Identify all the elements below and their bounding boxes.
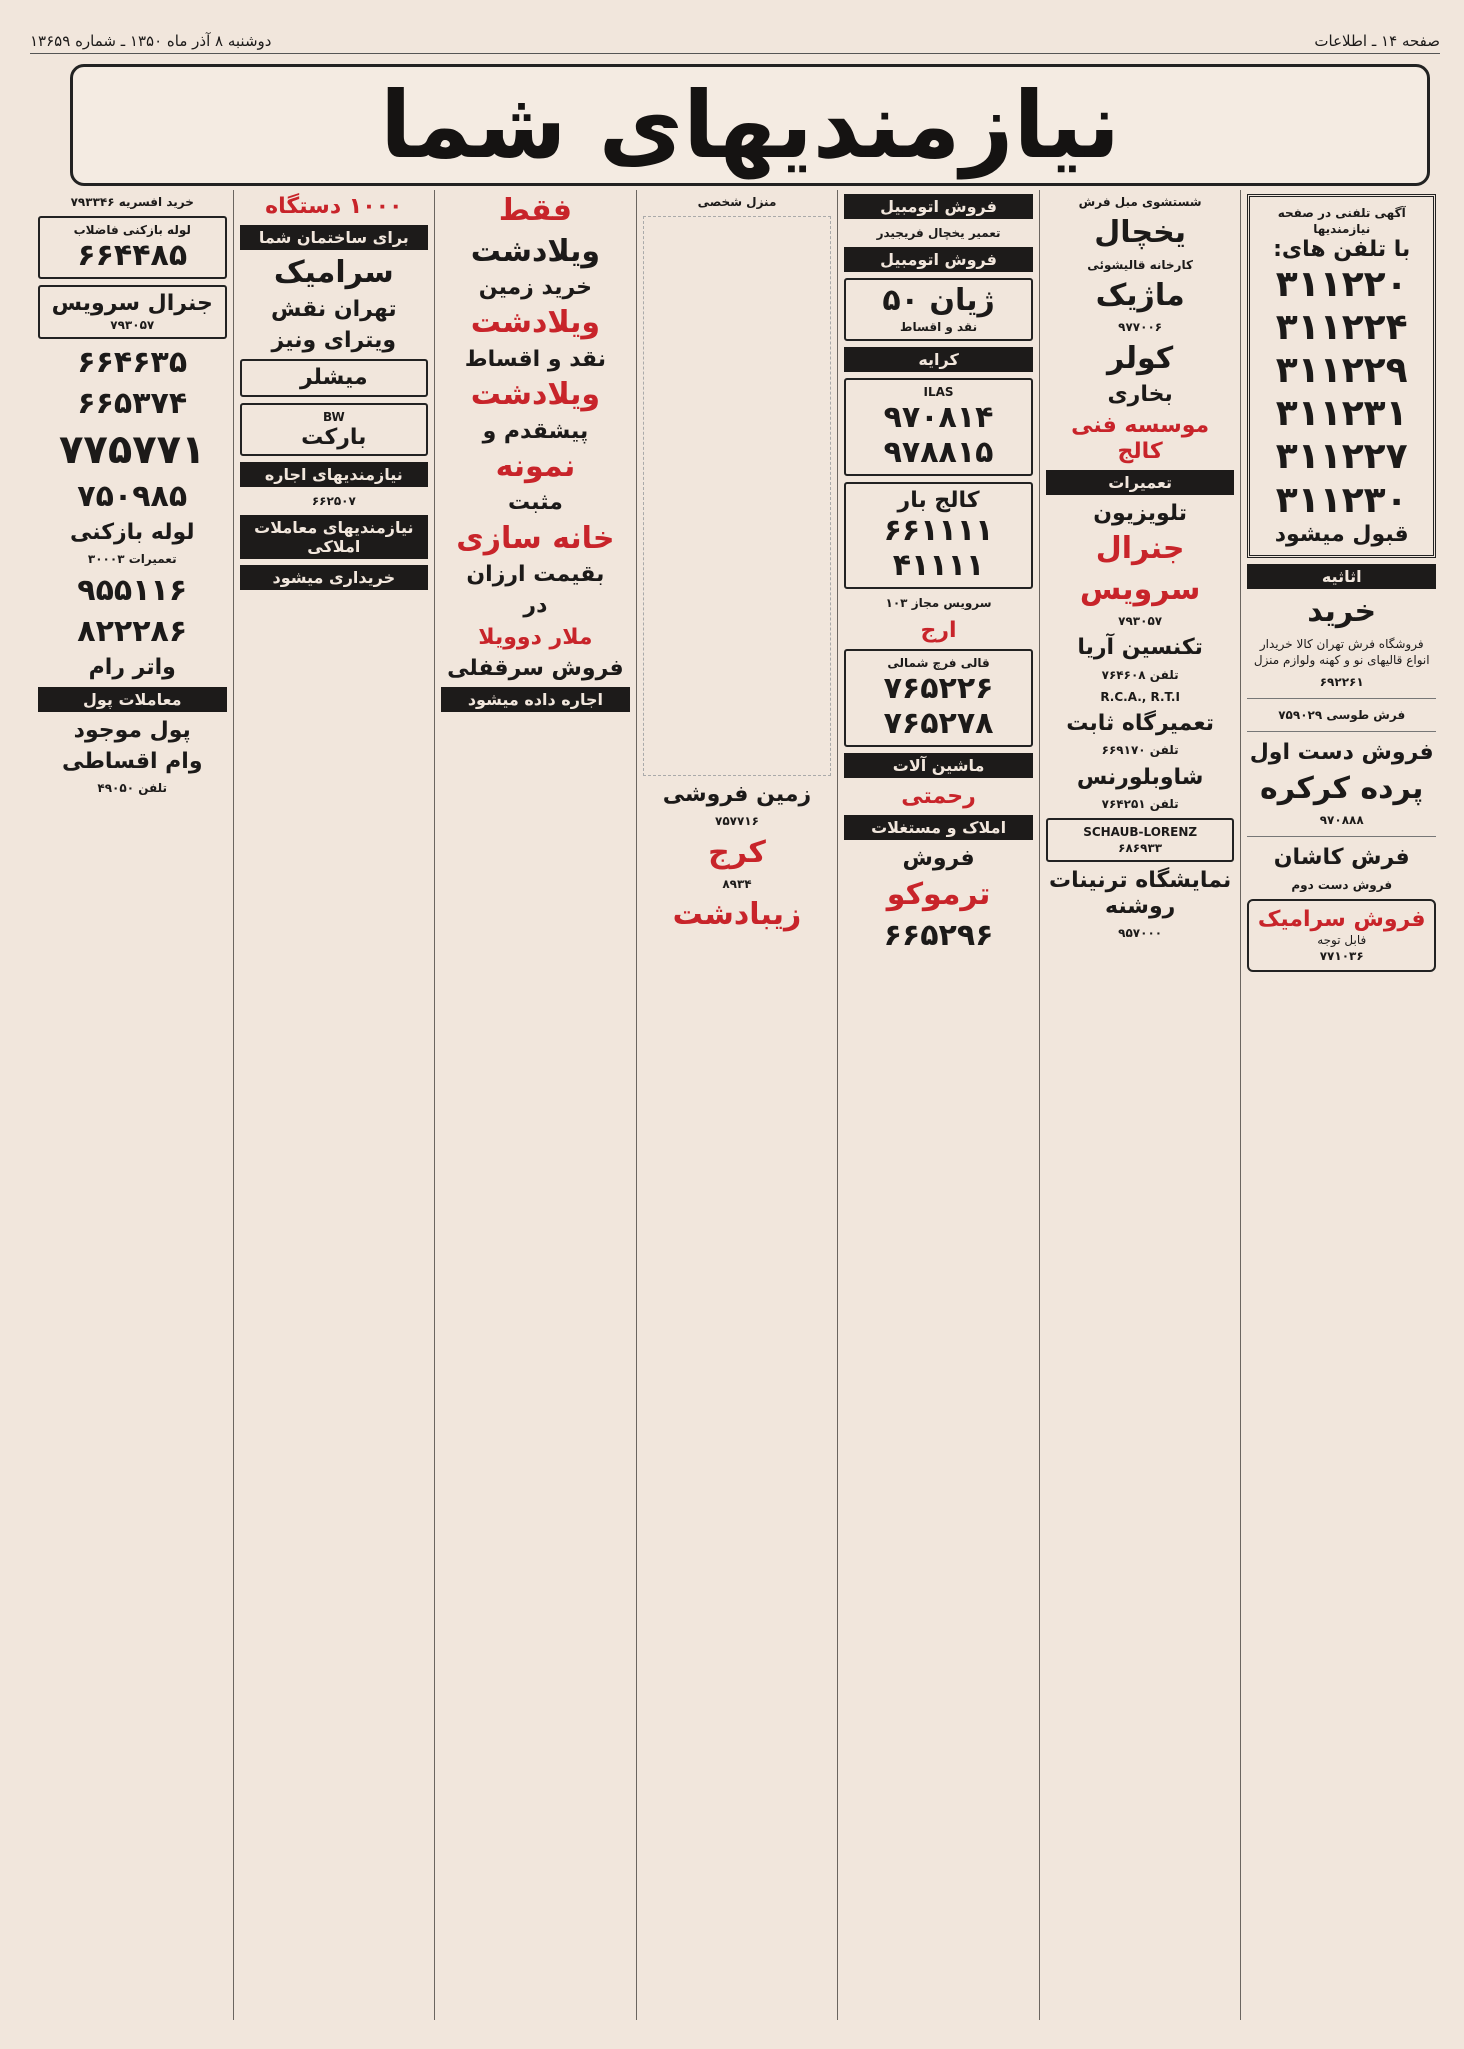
fridge-repair: تعمیر یخچال فریجیدر xyxy=(876,226,1001,240)
college-phone-1: ۶۶۱۱۱۱ xyxy=(883,513,994,549)
college-heading: کالج بار xyxy=(897,488,980,514)
college-phone-2: ۴۱۱۱۱ xyxy=(892,548,985,584)
rahmati-heading: رحمتی xyxy=(901,784,976,810)
curtain-heading: پرده کرکره xyxy=(1260,770,1424,806)
cash-heading: نقد و اقساط xyxy=(464,346,607,372)
pipe-phone: ۶۶۴۴۸۵ xyxy=(77,238,188,274)
ceramic-sub: فابل توجه xyxy=(1317,933,1367,948)
placeholder-text xyxy=(643,216,832,776)
ilas-logo: ILAS xyxy=(923,384,954,399)
zhian-heading: ژیان ۵۰ xyxy=(882,283,995,319)
curtain-phone: ۹۷۰۸۸۸ xyxy=(1319,813,1364,828)
divider xyxy=(1247,698,1436,699)
technician-phone: تلفن ۷۶۴۶۰۸ xyxy=(1101,667,1179,682)
column-4 xyxy=(636,190,838,2020)
sale-heading: فروش xyxy=(902,846,975,872)
ceramic-heading: سرامیک xyxy=(273,255,394,291)
general2-heading: جنرال سرویس xyxy=(51,291,213,317)
phone-notice-box xyxy=(1247,194,1436,558)
top-bar xyxy=(30,28,1440,54)
column-2 xyxy=(1039,190,1241,2020)
technician-heading: تکنسین آریا xyxy=(1077,635,1203,661)
phone-6: ۳۱۱۲۳۰ xyxy=(1275,479,1408,521)
thermo-phone: ۶۶۵۲۹۶ xyxy=(883,918,994,954)
page-title: نیازمندیهای شما xyxy=(379,71,1121,179)
pipe4-phone: ۷۵۰۹۸۵ xyxy=(77,478,188,514)
model-heading: نمونه xyxy=(495,448,576,484)
date-label: دوشنبه ۸ آذر ماه ۱۳۵۰ ـ شماره ۱۳۶۵۹ xyxy=(30,31,272,50)
karaj-phone: ۸۹۳۴ xyxy=(722,877,752,892)
carpet-phone: ۶۹۲۲۶۱ xyxy=(1319,674,1364,689)
trade-needs-heading: نیازمندیهای معاملات املاکی xyxy=(240,515,429,559)
cash-loan-heading: پول موجود xyxy=(73,717,191,743)
phone-1: ۳۱۱۲۲۰ xyxy=(1275,263,1408,305)
pipe-heading: لوله بازکنی فاضلاب xyxy=(73,223,191,238)
laundry-ad: شستشوی مبل فرش xyxy=(1078,195,1202,209)
carpet-trade: قالی فرچ شمالی xyxy=(887,655,990,670)
column-7 xyxy=(32,190,233,2020)
factory-ad: کارخانه قالیشوئی xyxy=(1087,257,1193,272)
column-6 xyxy=(233,190,435,2020)
schaub-phone: ۶۸۶۹۳۳ xyxy=(1118,841,1163,856)
pipe6-phone: ۸۲۲۲۸۶ xyxy=(77,614,188,650)
bw-logo: BW xyxy=(322,409,345,424)
big-phone: ۷۷۵۷۷۱ xyxy=(59,426,206,473)
villa-heading-2: ویلادشت xyxy=(470,305,601,341)
properties-heading: املاک و مستغلات xyxy=(844,815,1033,840)
pipe-hot-heading: لوله بازکنی xyxy=(69,519,195,545)
ad-columns xyxy=(32,190,1442,2020)
villa-heading: ویلادشت xyxy=(470,233,601,269)
repairs-label: تعمیرات ۳۰۰۰۳ xyxy=(87,552,177,567)
positive-heading: مثبت xyxy=(507,490,563,516)
heater-heading: بخاری xyxy=(1107,382,1173,408)
pipe-box xyxy=(38,216,227,279)
curtain-shop-phone: ۹۵۷۰۰۰ xyxy=(1118,926,1163,941)
ceramic-phone: ۷۷۱۰۳۶ xyxy=(1319,949,1364,964)
step-heading: پیشقدم و xyxy=(482,418,589,444)
land-sale-phone: ۷۵۷۷۱۶ xyxy=(715,814,759,829)
phone-3: ۳۱۱۲۲۹ xyxy=(1275,350,1408,392)
ceramic-heading: فروش سرامیک xyxy=(1257,906,1426,932)
divider xyxy=(1247,836,1436,837)
fixed-repair-heading: تعمیرگاه ثابت xyxy=(1066,711,1215,737)
phone-2: ۳۱۱۲۲۴ xyxy=(1275,306,1408,348)
service-phone: ۷۹۳۰۵۷ xyxy=(1118,614,1163,629)
barket-box xyxy=(240,403,429,456)
phone-notice-title: آگهی تلفنی در صفحه نیازمندیها xyxy=(1277,206,1406,237)
phone-5: ۳۱۱۲۲۷ xyxy=(1275,436,1408,478)
in-heading: در xyxy=(523,593,548,619)
second-sale: فروش دست دوم xyxy=(1291,877,1393,892)
ilas-phone-2: ۹۷۸۸۱۵ xyxy=(883,435,994,471)
carpet-phone-1: ۷۶۵۲۲۶ xyxy=(883,671,994,707)
college-box xyxy=(844,482,1033,589)
money-trade-heading: معاملات پول xyxy=(38,687,227,712)
building-mat-heading: برای ساختمان شما xyxy=(240,225,429,250)
barket-heading: بارکت xyxy=(301,424,367,450)
carpet-trade-box xyxy=(844,649,1033,747)
phone-notice-sub: با تلفن های: xyxy=(1273,237,1411,263)
venice-heading: ویترای ونیز xyxy=(271,328,397,354)
building-heading: خانه سازی xyxy=(456,520,615,556)
ceramic-box xyxy=(1247,899,1436,973)
magic-heading: ماژیک xyxy=(1095,277,1185,313)
masthead xyxy=(70,64,1430,186)
car-sale-heading: فروش اتومبیل xyxy=(844,194,1033,219)
ilas-box xyxy=(844,378,1033,476)
column-5 xyxy=(434,190,636,2020)
furniture-heading: اثاثیه xyxy=(1247,564,1436,589)
pipe2-phone: ۶۶۴۶۳۵ xyxy=(77,344,188,380)
divider xyxy=(1247,731,1436,732)
tehran-naqsh: تهران نقش xyxy=(271,296,397,322)
mischler-heading: میشلر xyxy=(299,365,368,391)
rent-needs-phone: ۶۶۲۵۰۷ xyxy=(311,494,356,509)
repairs-heading: تعمیرات xyxy=(1046,470,1235,495)
rent-given-heading: اجاره داده میشود xyxy=(441,687,630,712)
cooler-heading: کولر xyxy=(1107,340,1174,376)
pipe5-phone: ۹۵۵۱۱۶ xyxy=(77,573,188,609)
carpet-ad: فروشگاه فرش تهران کالا خریدار انواع قالیهای نو و کهنه ولوازم منزل xyxy=(1253,636,1430,667)
land-heading: خرید زمین xyxy=(478,275,593,300)
general2-phone: ۷۹۳۰۵۷ xyxy=(110,317,155,332)
institute-heading: موسسه فنی کالج xyxy=(1071,413,1210,464)
villa-heading-3: ویلادشت xyxy=(470,377,601,413)
private-house: منزل شخصی xyxy=(697,195,777,209)
accept-label: قبول میشود xyxy=(1274,521,1409,547)
carpet-phone-2: ۷۶۵۲۷۸ xyxy=(883,706,994,742)
tv-heading: تلویزیون xyxy=(1093,500,1188,526)
curtain-shop: نمایشگاه ترنینات روشنه xyxy=(1049,868,1232,919)
rca-label: R.C.A., R.T.I xyxy=(1100,689,1180,704)
car-sale-heading-2: فروش اتومبیل xyxy=(844,247,1033,272)
schaub-logo: SCHAUB-LORENZ xyxy=(1083,825,1198,840)
kashan-heading: فرش کاشان xyxy=(1273,845,1410,871)
rent-heading: کرایه xyxy=(844,347,1033,372)
thermo-heading: ترموکو xyxy=(886,876,991,912)
mallar-heading: ملار دوویلا xyxy=(478,624,593,650)
second-hand-heading: فروش دست اول xyxy=(1249,740,1434,766)
machines-heading: ماشین آلات xyxy=(844,753,1033,778)
arj-service: سرویس مجاز ۱۰۳ xyxy=(885,596,992,611)
wholesale-heading: فروش سرقفلی xyxy=(447,656,624,682)
schaub-box xyxy=(1046,818,1235,862)
general2-box xyxy=(38,285,227,338)
zhian-box xyxy=(844,278,1033,341)
phone-4: ۳۱۱۲۳۱ xyxy=(1275,393,1408,435)
buy-heading: خرید xyxy=(1307,594,1377,630)
buyer-heading: خریداری میشود xyxy=(240,565,429,590)
service-heading: سرویس xyxy=(1079,571,1201,607)
loan-phone: تلفن ۴۹۰۵۰ xyxy=(97,781,168,796)
cheap-heading: بقیمت ارزان xyxy=(466,562,605,588)
magic-phone: ۹۷۷۰۰۶ xyxy=(1118,320,1163,335)
ilas-phone-1: ۹۷۰۸۱۴ xyxy=(883,400,994,436)
fridge-heading: یخچال xyxy=(1094,215,1187,251)
tus-carpet: فرش طوسی ۷۵۹۰۲۹ xyxy=(1278,708,1406,723)
thousand-heading: ۱۰۰۰ دستگاه xyxy=(265,194,403,219)
arj-logo: ارج xyxy=(920,617,957,643)
more-heading: زیبادشت xyxy=(672,897,802,933)
shaub-heading: شاوبلورنس xyxy=(1076,764,1204,790)
karaj-heading: کرج xyxy=(708,834,766,870)
loan-heading: وام اقساطی xyxy=(61,748,203,774)
general-heading: جنرال xyxy=(1095,531,1185,567)
shaub-phone: تلفن ۷۶۴۲۵۱ xyxy=(1101,796,1179,811)
mischler-box xyxy=(240,359,429,396)
zhian-cash: نقد و اقساط xyxy=(900,319,978,334)
only-heading: فقط xyxy=(498,193,573,228)
page-label: صفحه ۱۴ ـ اطلاعات xyxy=(1314,31,1440,50)
column-3 xyxy=(837,190,1039,2020)
fixed-repair-phone: تلفن ۶۶۹۱۷۰ xyxy=(1101,743,1179,758)
rent-needs-heading: نیازمندیهای اجاره xyxy=(240,462,429,487)
land-sale-heading: زمین فروشی xyxy=(662,782,812,808)
column-1 xyxy=(1240,190,1442,2020)
water-heading: واتر رام xyxy=(88,655,176,681)
buy-apps: خرید افسریه ۷۹۳۳۴۶ xyxy=(70,195,194,209)
pipe3-phone: ۶۶۵۳۷۴ xyxy=(77,385,188,421)
